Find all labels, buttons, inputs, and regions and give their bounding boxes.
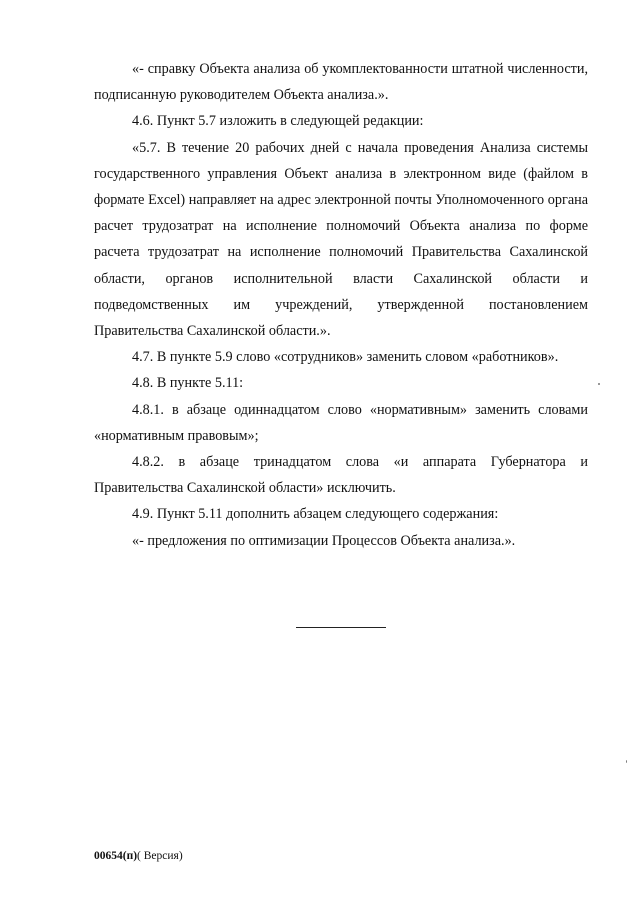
paragraph-staffing-certificate: «- справку Объекта анализа об укомплектованности штатной численности, подписанную руководителем Объекта анализа.».: [94, 61, 588, 104]
paragraph-4-6: 4.6. Пункт 5.7 изложить в следующей редакции:: [132, 113, 424, 130]
paragraph-4-8: 4.8. В пункте 5.11:: [132, 375, 244, 392]
scan-speck: [598, 383, 600, 385]
paragraph-4-8-1: 4.8.1. в абзаце одиннадцатом слово «нормативным» заменить словами «нормативным правовым»;: [94, 401, 588, 444]
paragraph-5-7-text: «5.7. В течение 20 рабочих дней с начала проведения Анализа системы государственного управления Объект анализа в электронном виде (файлом в формате Excel) направляет на адрес электронной почты Уполномоченного органа расчет трудозатрат на исполнение полномочий Объекта анализа по форме расчета трудозатрат на исполнение полномочий Правительства Сахалинской области, органов исполнительной власти Сахалинской области и подведомственных им учреждений, утвержденной постановлением Правительства Сахалинской области.».: [94, 139, 588, 340]
scan-speck: [626, 760, 627, 763]
document-body: [94, 56, 588, 554]
end-separator-line: [296, 627, 386, 628]
paragraph-4-8-2: 4.8.2. в абзаце тринадцатом слова «и аппарата Губернатора и Правительства Сахалинской области» исключить.: [94, 454, 588, 497]
paragraph-optimization-proposals: «- предложения по оптимизации Процессов Объекта анализа.».: [132, 532, 516, 549]
paragraph-4-7: 4.7. В пункте 5.9 слово «сотрудников» заменить словом «работников».: [132, 349, 559, 366]
document-footer: [94, 848, 183, 864]
paragraph-4-9: 4.9. Пункт 5.11 дополнить абзацем следующего содержания:: [132, 506, 499, 523]
footer-version: ( Версия): [137, 850, 183, 862]
footer-document-code: 00654(п): [94, 850, 138, 862]
